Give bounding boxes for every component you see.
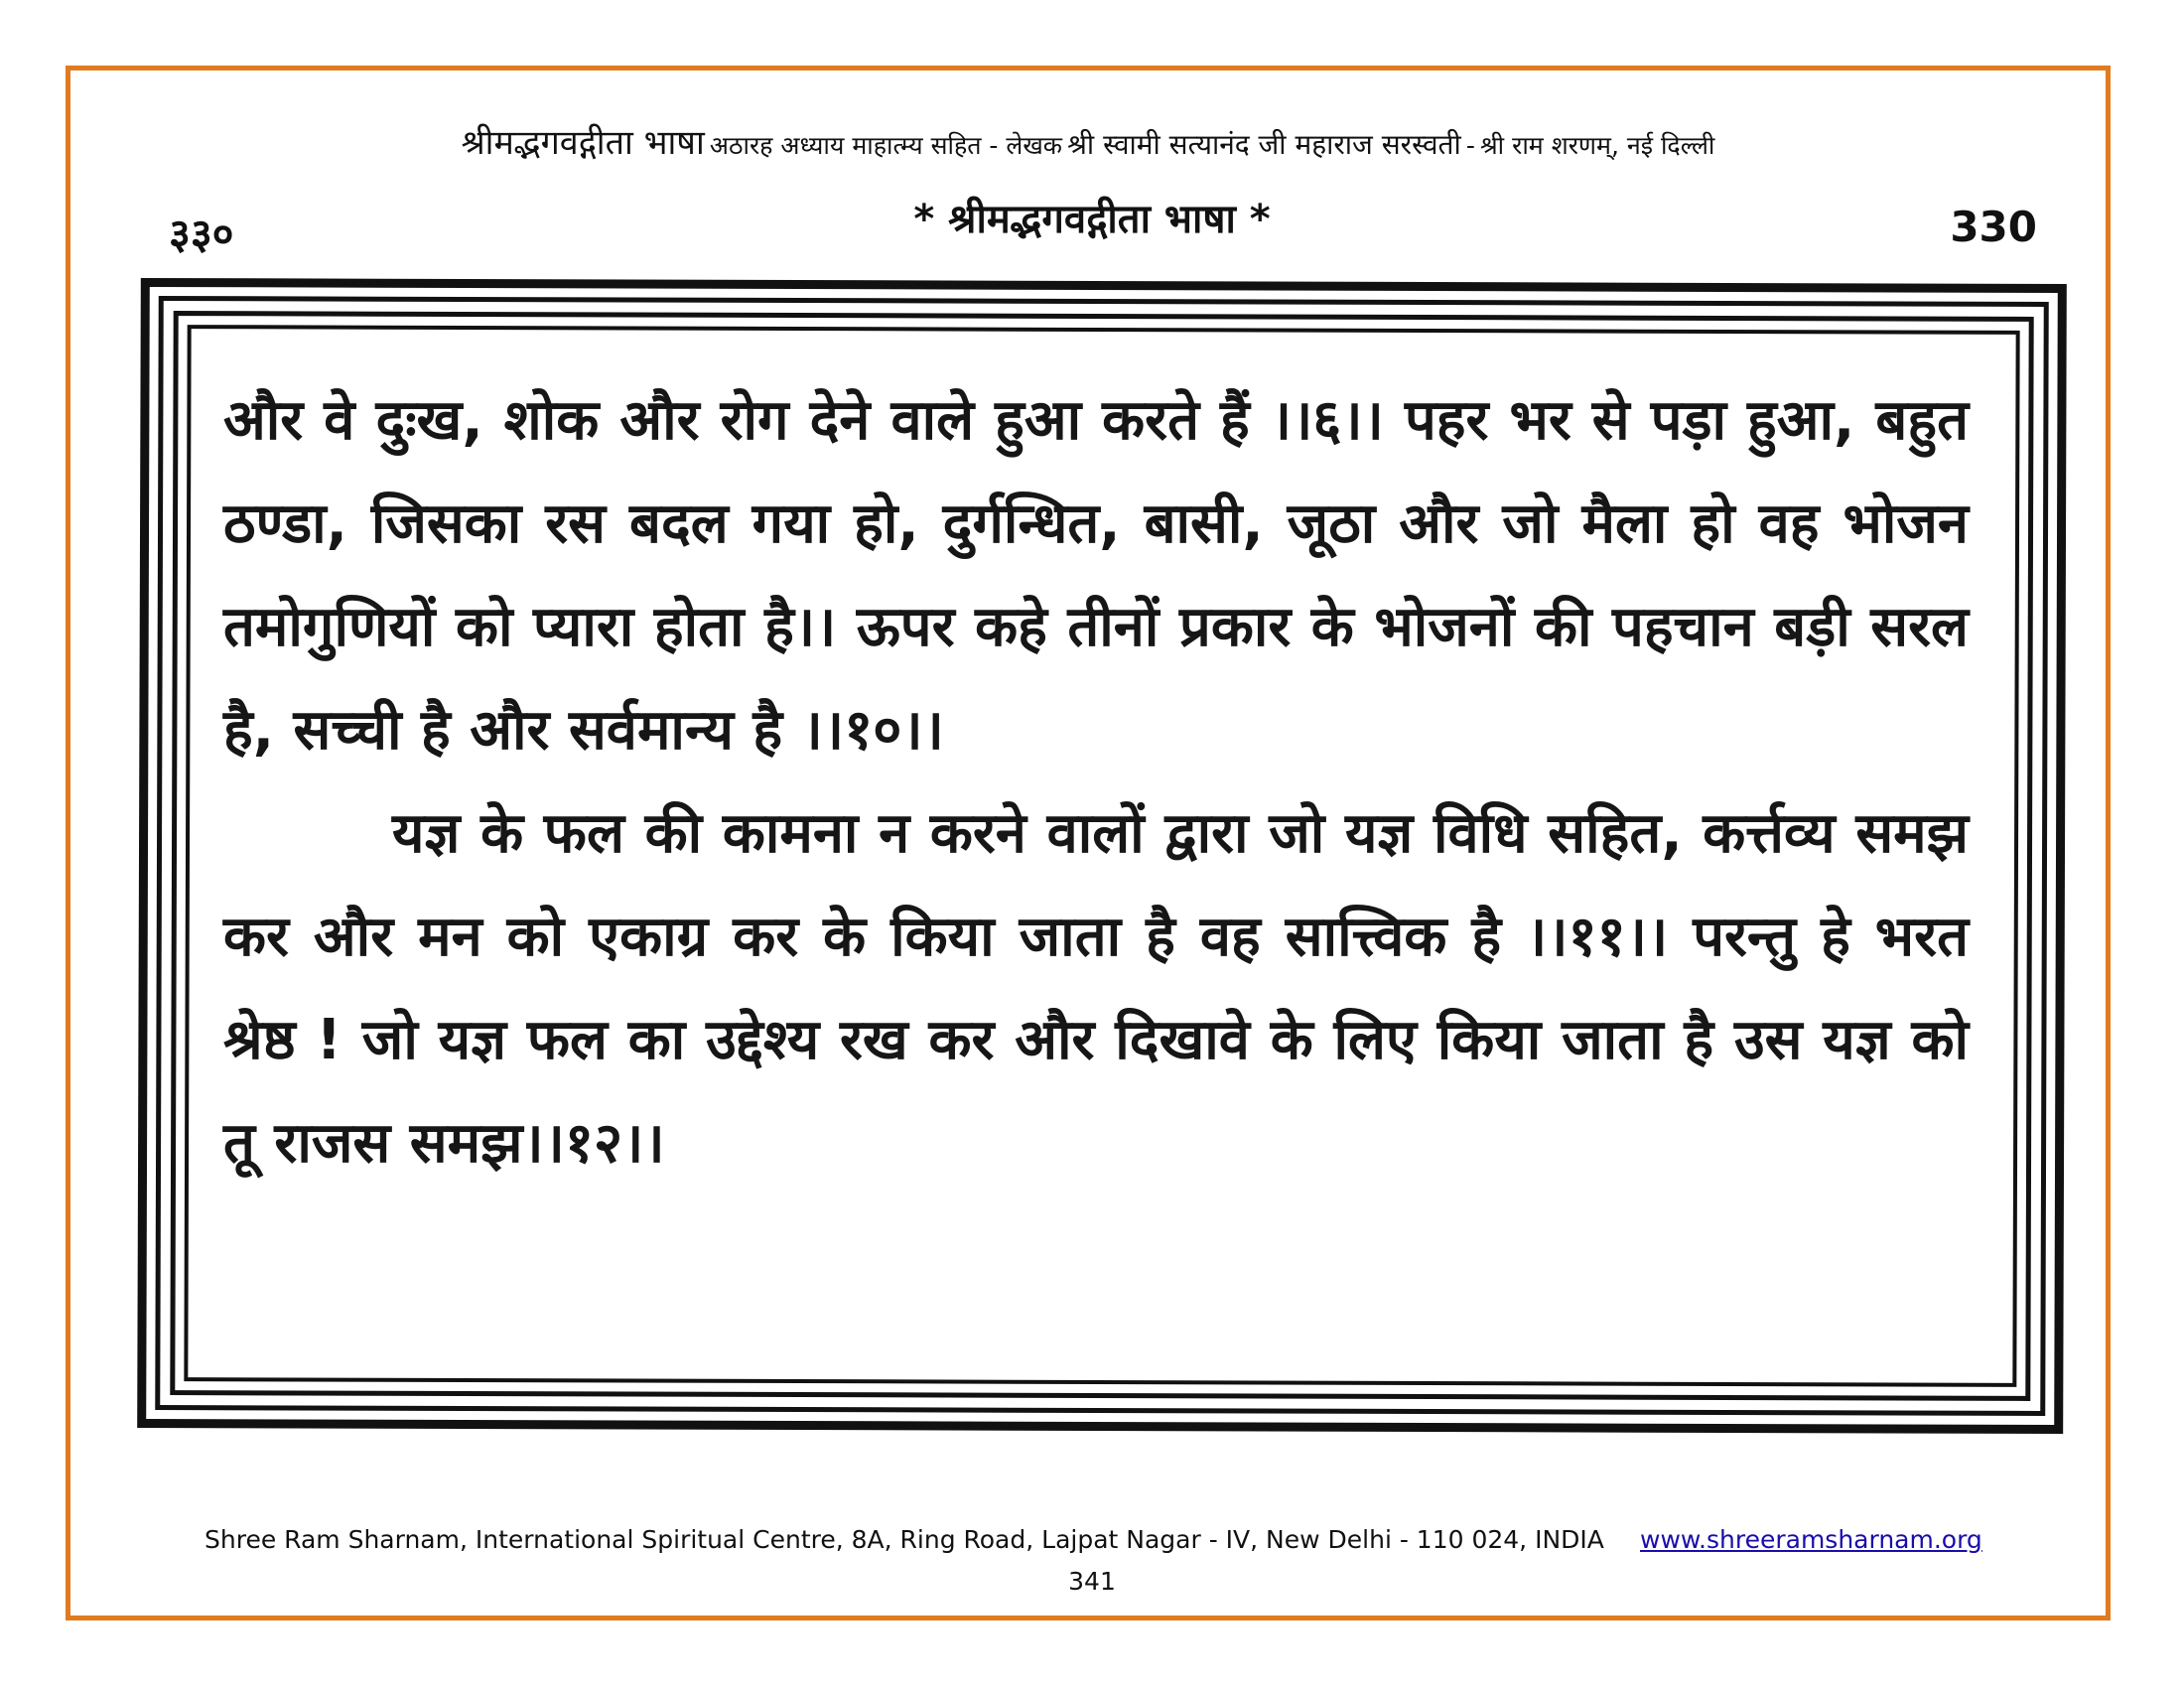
- footer-address: Shree Ram Sharnam, International Spiritual Centre, 8A, Ring Road, Lajpat Nagar - IV, New Delhi - 110 024, INDIA: [205, 1525, 1604, 1554]
- paragraph: यज्ञ के फल की कामना न करने वालों द्वारा जो यज्ञ विधि सहित, कर्त्तव्य समझ कर और मन को एकाग्र कर के किया जाता है वह सात्त्विक है ।।११।। परन्तु हे भरत श्रेष्ठ ! जो यज्ञ फल का उद्देश्य रख कर और दिखावे के लिए किया जाता है उस यज्ञ को तू राजस समझ।।१२।।: [223, 801, 1969, 1176]
- scan-page-number: 330: [1950, 203, 2037, 251]
- header-publisher: श्री राम शरणम्, नई दिल्ली: [1479, 131, 1715, 160]
- scripture-text: [223, 369, 1969, 1196]
- footer-page-number: 341: [1068, 1567, 1116, 1596]
- header-title: श्रीमद्भगवद्गीता भाषा: [461, 123, 705, 163]
- header-author: श्री स्वामी सत्यानंद जी महाराज सरस्वती: [1067, 128, 1461, 161]
- header-subtitle: अठारह अध्याय माहात्म्य सहित - लेखक: [709, 131, 1062, 160]
- footer-website-link[interactable]: www.shreeramsharnam.org: [1640, 1525, 1982, 1554]
- scan-page-number-devanagari: ३३०: [169, 210, 234, 258]
- document-header: [66, 121, 2111, 171]
- header-dash: -: [1465, 131, 1475, 160]
- scan-running-title: * श्रीमद्भगवद्गीता भाषा *: [913, 197, 1271, 242]
- paragraph: और वे दुःख, शोक और रोग देने वाले हुआ करते हैं ।।६।। पहर भर से पड़ा हुआ, बहुत ठण्डा, जिसका रस बदल गया हो, दुर्गन्धित, बासी, जूठा और जो मैला हो वह भोजन तमोगुणियों को प्यारा होता है।। ऊपर कहे तीनों प्रकार के भोजनों की पहचान बड़ी सरल है, सच्ची है और सर्वमान्य है ।।१०।।: [223, 388, 1969, 763]
